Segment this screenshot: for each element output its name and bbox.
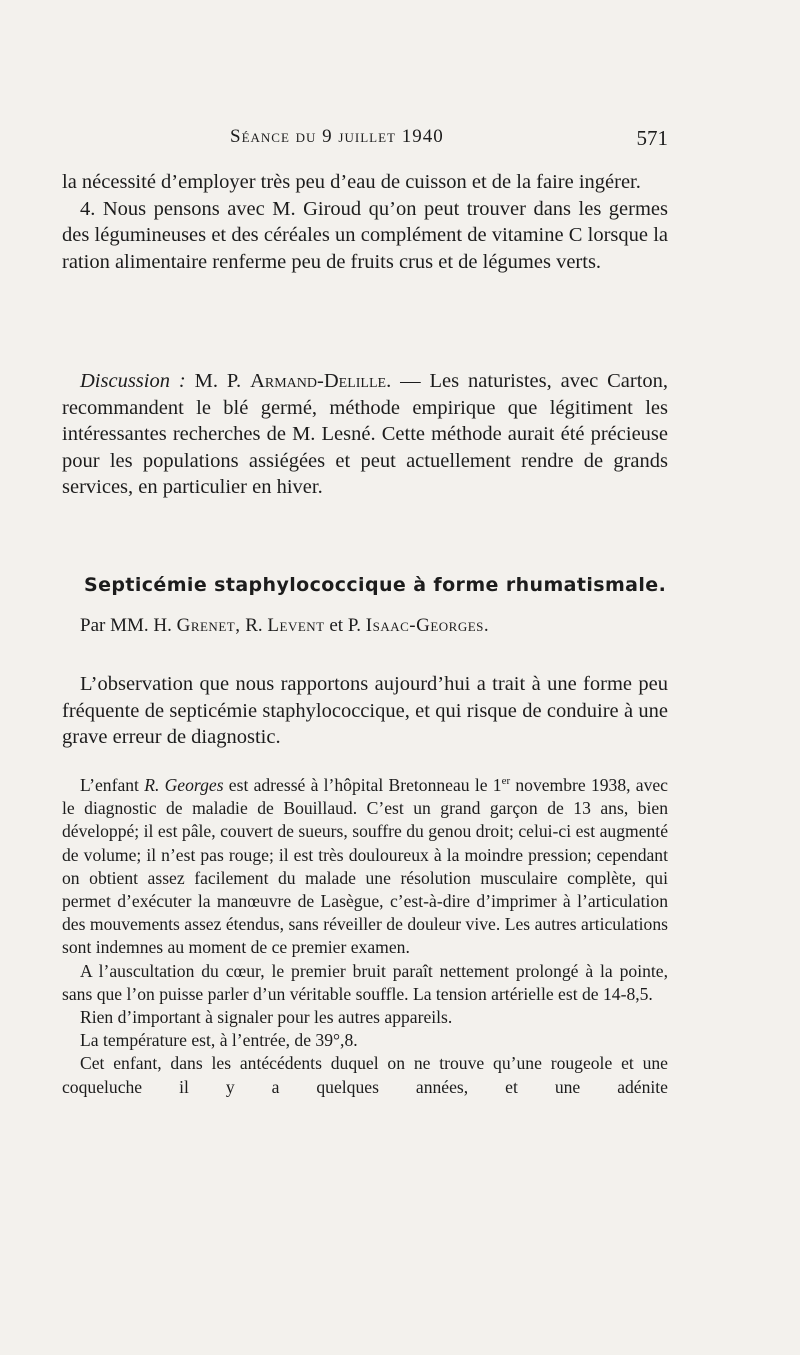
page-number: 571 bbox=[636, 126, 668, 150]
patient-name: R. Georges bbox=[144, 775, 224, 795]
article-title-block bbox=[62, 574, 668, 596]
article-intro-block bbox=[62, 671, 668, 751]
discussion-paragraph bbox=[62, 368, 668, 501]
ordinal-superscript: er bbox=[501, 775, 511, 787]
author3-join: et P. bbox=[329, 615, 362, 636]
case-paragraph-4: La température est, à l’entrée, de 39°,8. bbox=[80, 1030, 358, 1051]
article-intro: L’observation que nous rapportons aujourd’hui a trait à une forme peu fréquente de septicémie staphylococcique, et qui risque de conduire à une grave erreur de diagnostic. bbox=[62, 673, 668, 748]
article-authors-block bbox=[62, 615, 668, 637]
case-report bbox=[62, 774, 668, 1099]
discussion-text: — Les naturistes, avec Carton, recommandent le blé germé, méthode empirique que légitiment les intéressantes recherches de M. Lesné. Cette méthode aurait été précieuse pour les populations assiégées et peut actuellement rendre de grands services, en particulier en hiver. bbox=[62, 370, 669, 498]
case-paragraph-5: Cet enfant, dans les antécédents duquel on ne trouve qu’une rougeole et une coqueluche il y a quelques années, et une adénite bbox=[62, 1053, 668, 1097]
case-p1-start: L’enfant bbox=[80, 775, 139, 795]
article-title: Septicémie staphylococcique à forme rhumatismale. bbox=[84, 574, 667, 596]
author-isaac-georges: Isaac-Georges. bbox=[365, 615, 490, 636]
continuation-text bbox=[62, 169, 668, 275]
author-grenet: Grenet, bbox=[176, 615, 241, 636]
paragraph-point-4: 4. Nous pensons avec M. Giroud qu’on peut trouver dans les germes des légumineuses et des céréales un complément de vitamine C lorsque la ration alimentaire renferme peu de fruits crus et de légumes verts. bbox=[62, 197, 668, 273]
running-title: Séance du 9 juillet 1940 bbox=[230, 126, 444, 147]
running-header bbox=[62, 126, 668, 154]
author2-initial: R. bbox=[245, 615, 263, 636]
case-p1-mid: est adressé à l’hôpital Bretonneau le 1 bbox=[228, 775, 502, 795]
article-authors bbox=[62, 615, 668, 637]
paragraph-cooking: la nécessité d’employer très peu d’eau de cuisson et de la faire ingérer. bbox=[62, 171, 641, 193]
author-levent: Levent bbox=[267, 615, 325, 636]
case-p1-rest: novembre 1938, avec le diagnostic de maladie de Bouillaud. C’est un grand garçon de 13 ans, bien développé; il est pâle, couvert de sueurs, souffre du genou droit; celui-ci est augmenté de volume; il n’est pas rouge; il est très douloureux à la moindre pression; cependant on obtient assez facilement du malade une résolution musculaire complète, qui permet d’exécuter la manœuvre de Lasègue, c’est-à-dire d’imprimer à l’articulation des mouvements assez étendus, sans réveiller de douleur vive. Les autres articulations sont indemnes au moment de ce premier examen. bbox=[62, 775, 668, 958]
authors-prefix: Par MM. H. bbox=[80, 615, 172, 636]
discussion-section bbox=[62, 368, 668, 501]
discussion-speaker-initial: M. P. bbox=[194, 370, 242, 392]
discussion-speaker-name: Armand-Delille. bbox=[250, 370, 392, 392]
discussion-label: Discussion : bbox=[80, 370, 186, 392]
case-paragraph-2: A l’auscultation du cœur, le premier bruit paraît nettement prolongé à la pointe, sans que l’on puisse parler d’un véritable souffle. La tension artérielle est de 14-8,5. bbox=[62, 960, 668, 1004]
case-paragraph-1 bbox=[62, 774, 668, 960]
case-paragraph-3: Rien d’important à signaler pour les autres appareils. bbox=[80, 1007, 453, 1028]
